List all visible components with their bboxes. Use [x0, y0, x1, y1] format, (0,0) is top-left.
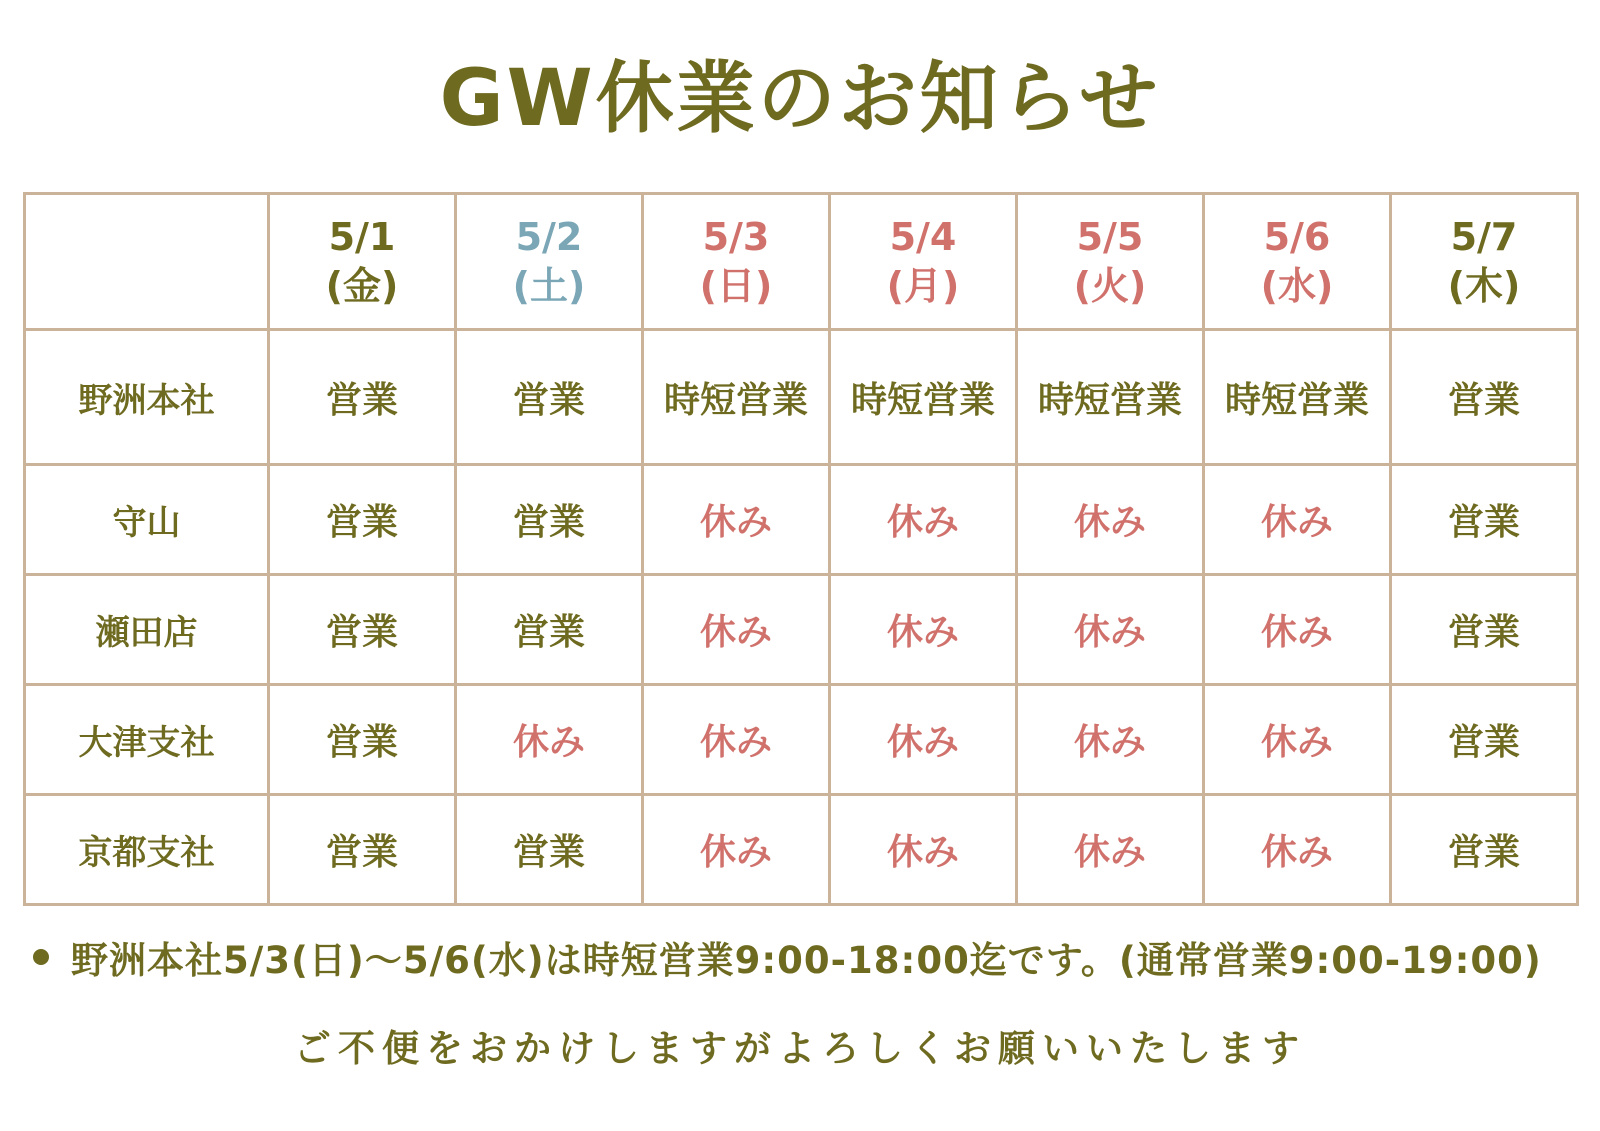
weekday-label: (金) — [325, 263, 399, 308]
note-text: 野洲本社5/3(日)〜5/6(水)は時短営業9:00-18:00迄です。(通常営業9:00-19:00) — [71, 939, 1542, 982]
status-cell: 休み — [830, 465, 1017, 575]
weekday-label: (水) — [1260, 263, 1334, 308]
date-label: 5/6 — [1263, 214, 1331, 259]
status-cell: 営業 — [269, 465, 456, 575]
table-row-yasu-honsha — [25, 330, 1578, 465]
status-cell: 営業 — [269, 575, 456, 685]
date-label: 5/2 — [515, 214, 583, 259]
status-cell: 休み — [456, 685, 643, 795]
date-label: 5/5 — [1076, 214, 1144, 259]
table-row-otsu-shisha — [25, 685, 1578, 795]
status-cell: 営業 — [269, 330, 456, 465]
page-title: GW休業のお知らせ — [439, 54, 1161, 144]
column-header-5-5 — [1017, 194, 1204, 330]
schedule-table — [23, 192, 1579, 906]
column-header-5-1 — [269, 194, 456, 330]
column-header-5-7 — [1391, 194, 1578, 330]
status-cell: 休み — [1017, 575, 1204, 685]
status-cell: 休み — [1204, 575, 1391, 685]
status-cell: 営業 — [269, 685, 456, 795]
status-cell: 休み — [1204, 685, 1391, 795]
location-label: 大津支社 — [25, 685, 269, 795]
status-cell: 営業 — [1391, 575, 1578, 685]
table-row-kyoto-shisha — [25, 795, 1578, 905]
status-cell: 休み — [830, 685, 1017, 795]
status-cell: 営業 — [1391, 465, 1578, 575]
status-cell: 営業 — [1391, 330, 1578, 465]
weekday-label: (月) — [886, 263, 960, 308]
column-header-5-2 — [456, 194, 643, 330]
status-cell: 休み — [643, 795, 830, 905]
status-cell: 時短営業 — [1204, 330, 1391, 465]
status-cell: 営業 — [456, 465, 643, 575]
status-cell: 休み — [1204, 795, 1391, 905]
table-row-moriyama — [25, 465, 1578, 575]
bullet-dot-icon — [33, 949, 49, 965]
date-label: 5/1 — [328, 214, 396, 259]
weekday-label: (火) — [1073, 263, 1147, 308]
status-cell: 休み — [1017, 795, 1204, 905]
weekday-label: (日) — [699, 263, 773, 308]
status-cell: 営業 — [456, 330, 643, 465]
date-label: 5/7 — [1450, 214, 1518, 259]
status-cell: 営業 — [456, 575, 643, 685]
location-label: 京都支社 — [25, 795, 269, 905]
status-cell: 営業 — [456, 795, 643, 905]
status-cell: 時短営業 — [643, 330, 830, 465]
status-cell: 休み — [643, 465, 830, 575]
status-cell: 営業 — [269, 795, 456, 905]
status-cell: 休み — [643, 575, 830, 685]
column-header-5-3 — [643, 194, 830, 330]
status-cell: 営業 — [1391, 795, 1578, 905]
closing-line: ご不便をおかけしますがよろしくお願いいたします — [294, 1027, 1306, 1070]
table-header-row — [25, 194, 1578, 330]
location-label: 守山 — [25, 465, 269, 575]
weekday-label: (土) — [512, 263, 586, 308]
status-cell: 営業 — [1391, 685, 1578, 795]
status-cell: 時短営業 — [830, 330, 1017, 465]
column-header-5-4 — [830, 194, 1017, 330]
status-cell: 休み — [1017, 685, 1204, 795]
date-label: 5/4 — [889, 214, 957, 259]
weekday-label: (木) — [1447, 263, 1521, 308]
location-label: 瀬田店 — [25, 575, 269, 685]
status-cell: 休み — [830, 575, 1017, 685]
corner-cell — [25, 194, 269, 330]
location-label: 野洲本社 — [25, 330, 269, 465]
status-cell: 時短営業 — [1017, 330, 1204, 465]
date-label: 5/3 — [702, 214, 770, 259]
column-header-5-6 — [1204, 194, 1391, 330]
note-line — [33, 930, 1542, 984]
status-cell: 休み — [1017, 465, 1204, 575]
status-cell: 休み — [643, 685, 830, 795]
status-cell: 休み — [1204, 465, 1391, 575]
table-row-setaten — [25, 575, 1578, 685]
status-cell: 休み — [830, 795, 1017, 905]
